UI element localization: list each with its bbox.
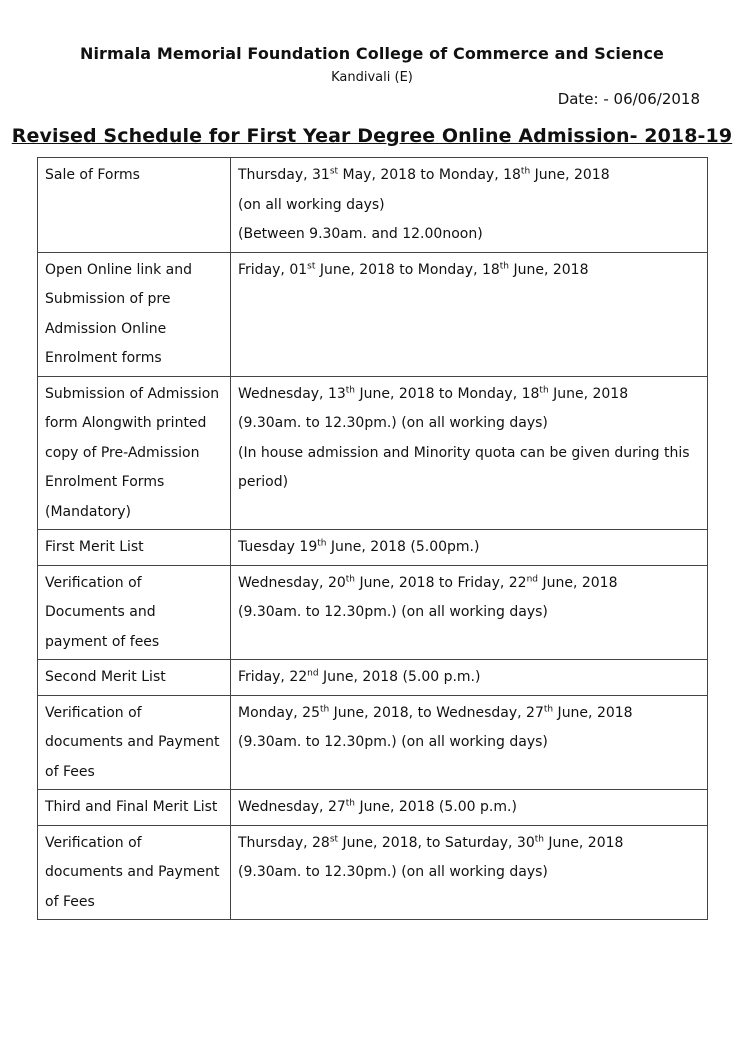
stage-cell: [38, 158, 231, 253]
details-text: June, 2018 to Friday, 22: [355, 574, 527, 591]
stage-text: payment of fees: [45, 633, 160, 650]
schedule-table: [37, 157, 708, 920]
schedule-row: [38, 790, 708, 826]
details-text: Friday, 01: [238, 261, 308, 278]
details-line: [238, 439, 701, 498]
schedule-row: [38, 530, 708, 566]
college-name: Nirmala Memorial Foundation College of Commerce and Science: [79, 44, 664, 63]
schedule-row: [38, 695, 708, 790]
stage-text: Third and Final Merit List: [45, 799, 218, 815]
details-line: [238, 728, 701, 758]
ordinal-suffix: th: [543, 703, 554, 714]
details-cell: [231, 825, 708, 920]
ordinal-suffix: th: [345, 573, 356, 584]
stage-text: of Fees: [45, 893, 95, 910]
details-text: June, 2018 (5.00pm.): [326, 539, 480, 555]
details-text: June, 2018 (5.00 p.m.): [355, 799, 517, 815]
details-text: Tuesday 19: [238, 539, 318, 555]
details-text: June, 2018 (5.00 p.m.): [318, 669, 481, 685]
details-cell: [231, 376, 708, 530]
details-cell: [231, 252, 708, 376]
stage-cell: [38, 660, 231, 696]
details-text: June, 2018: [530, 167, 610, 183]
details-text: Monday, 25: [238, 704, 320, 721]
stage-text: documents and Payment: [45, 734, 220, 750]
stage-text: Second Merit List: [45, 669, 166, 685]
stage-text: Verification of: [45, 834, 142, 851]
details-text: (9.30am. to 12.30pm.) (on all working days): [238, 864, 548, 880]
details-text: (9.30am. to 12.30pm.) (on all working days): [238, 415, 548, 431]
schedule-row: [38, 252, 708, 376]
stage-text: Open Online link and: [45, 261, 192, 278]
details-line: [238, 380, 701, 410]
ordinal-suffix: th: [345, 798, 356, 809]
stage-cell: [38, 530, 231, 566]
details-line: [238, 161, 701, 191]
details-line: [238, 858, 701, 888]
details-text: June, 2018: [509, 261, 589, 278]
ordinal-suffix: th: [534, 833, 544, 844]
details-text: June, 2018: [548, 385, 629, 402]
stage-text: First Merit List: [45, 539, 144, 555]
details-text: June, 2018, to Saturday, 30: [338, 834, 535, 851]
details-text: (In house admission and Minority quota can be given during this period): [238, 444, 690, 490]
details-line: [238, 598, 701, 628]
schedule-row: [38, 376, 708, 530]
ordinal-suffix: st: [307, 260, 316, 271]
schedule-row: [38, 825, 708, 920]
details-text: Wednesday, 20: [238, 574, 346, 591]
stage-text: Enrolment forms: [45, 350, 162, 366]
ordinal-suffix: th: [345, 384, 356, 395]
stage-cell: [38, 376, 231, 530]
details-line: [238, 829, 701, 859]
ordinal-suffix: th: [319, 703, 330, 714]
document-date: Date: - 06/06/2018: [557, 90, 700, 108]
schedule-row: [38, 660, 708, 696]
details-cell: [231, 695, 708, 790]
details-line: [238, 256, 701, 286]
stage-text: (Mandatory): [45, 503, 132, 520]
stage-cell: [38, 825, 231, 920]
schedule-row: [38, 565, 708, 660]
stage-text: copy of Pre-Admission: [45, 444, 200, 461]
details-text: June, 2018: [543, 834, 624, 851]
ordinal-suffix: st: [329, 833, 339, 844]
stage-cell: [38, 565, 231, 660]
details-line: [238, 699, 701, 729]
details-text: June, 2018 to Monday, 18: [355, 385, 540, 402]
details-line: [238, 569, 701, 599]
details-line: [238, 191, 701, 221]
details-cell: [231, 565, 708, 660]
stage-cell: [38, 790, 231, 826]
details-text: Wednesday, 13: [238, 385, 346, 402]
details-text: Friday, 22: [238, 669, 308, 685]
details-text: Wednesday, 27: [238, 799, 346, 815]
college-location: Kandivali (E): [331, 70, 413, 85]
ordinal-suffix: th: [520, 166, 531, 177]
ordinal-suffix: th: [317, 538, 327, 549]
stage-text: Documents and: [45, 604, 156, 620]
details-cell: [231, 660, 708, 696]
details-text: June, 2018, to Wednesday, 27: [329, 704, 544, 721]
details-text: June, 2018: [538, 574, 618, 591]
details-line: [238, 793, 701, 823]
stage-text: Submission of pre: [45, 291, 171, 307]
ordinal-suffix: nd: [526, 573, 539, 584]
details-cell: [231, 790, 708, 826]
details-cell: [231, 158, 708, 253]
details-text: June, 2018: [553, 704, 633, 721]
stage-text: Submission of Admission: [45, 385, 220, 402]
document-title: Revised Schedule for First Year Degree Online Admission- 2018-19: [11, 125, 733, 147]
details-text: (on all working days): [238, 196, 385, 213]
stage-text: Verification of: [45, 574, 142, 591]
ordinal-suffix: th: [499, 260, 510, 271]
details-text: Thursday, 31: [238, 167, 330, 183]
stage-cell: [38, 695, 231, 790]
details-line: [238, 663, 701, 693]
details-text: Thursday, 28: [238, 834, 330, 851]
stage-text: form Alongwith printed: [45, 415, 207, 431]
stage-text: Sale of Forms: [45, 167, 140, 183]
details-line: [238, 409, 701, 439]
stage-text: Verification of: [45, 704, 142, 721]
details-text: (9.30am. to 12.30pm.) (on all working days): [238, 734, 548, 750]
stage-text: Enrolment Forms: [45, 474, 165, 490]
stage-text: of Fees: [45, 763, 95, 780]
schedule-row: [38, 158, 708, 253]
ordinal-suffix: st: [329, 166, 339, 177]
details-line: [238, 533, 701, 563]
stage-cell: [38, 252, 231, 376]
details-text: June, 2018 to Monday, 18: [315, 261, 500, 278]
ordinal-suffix: nd: [307, 668, 319, 679]
details-text: (Between 9.30am. and 12.00noon): [238, 226, 483, 242]
stage-text: documents and Payment: [45, 864, 220, 880]
details-text: (9.30am. to 12.30pm.) (on all working days): [238, 604, 548, 620]
ordinal-suffix: th: [539, 384, 549, 395]
details-cell: [231, 530, 708, 566]
stage-text: Admission Online: [45, 320, 167, 337]
details-text: May, 2018 to Monday, 18: [338, 167, 521, 183]
schedule-body: [38, 158, 708, 920]
details-line: [238, 220, 701, 250]
